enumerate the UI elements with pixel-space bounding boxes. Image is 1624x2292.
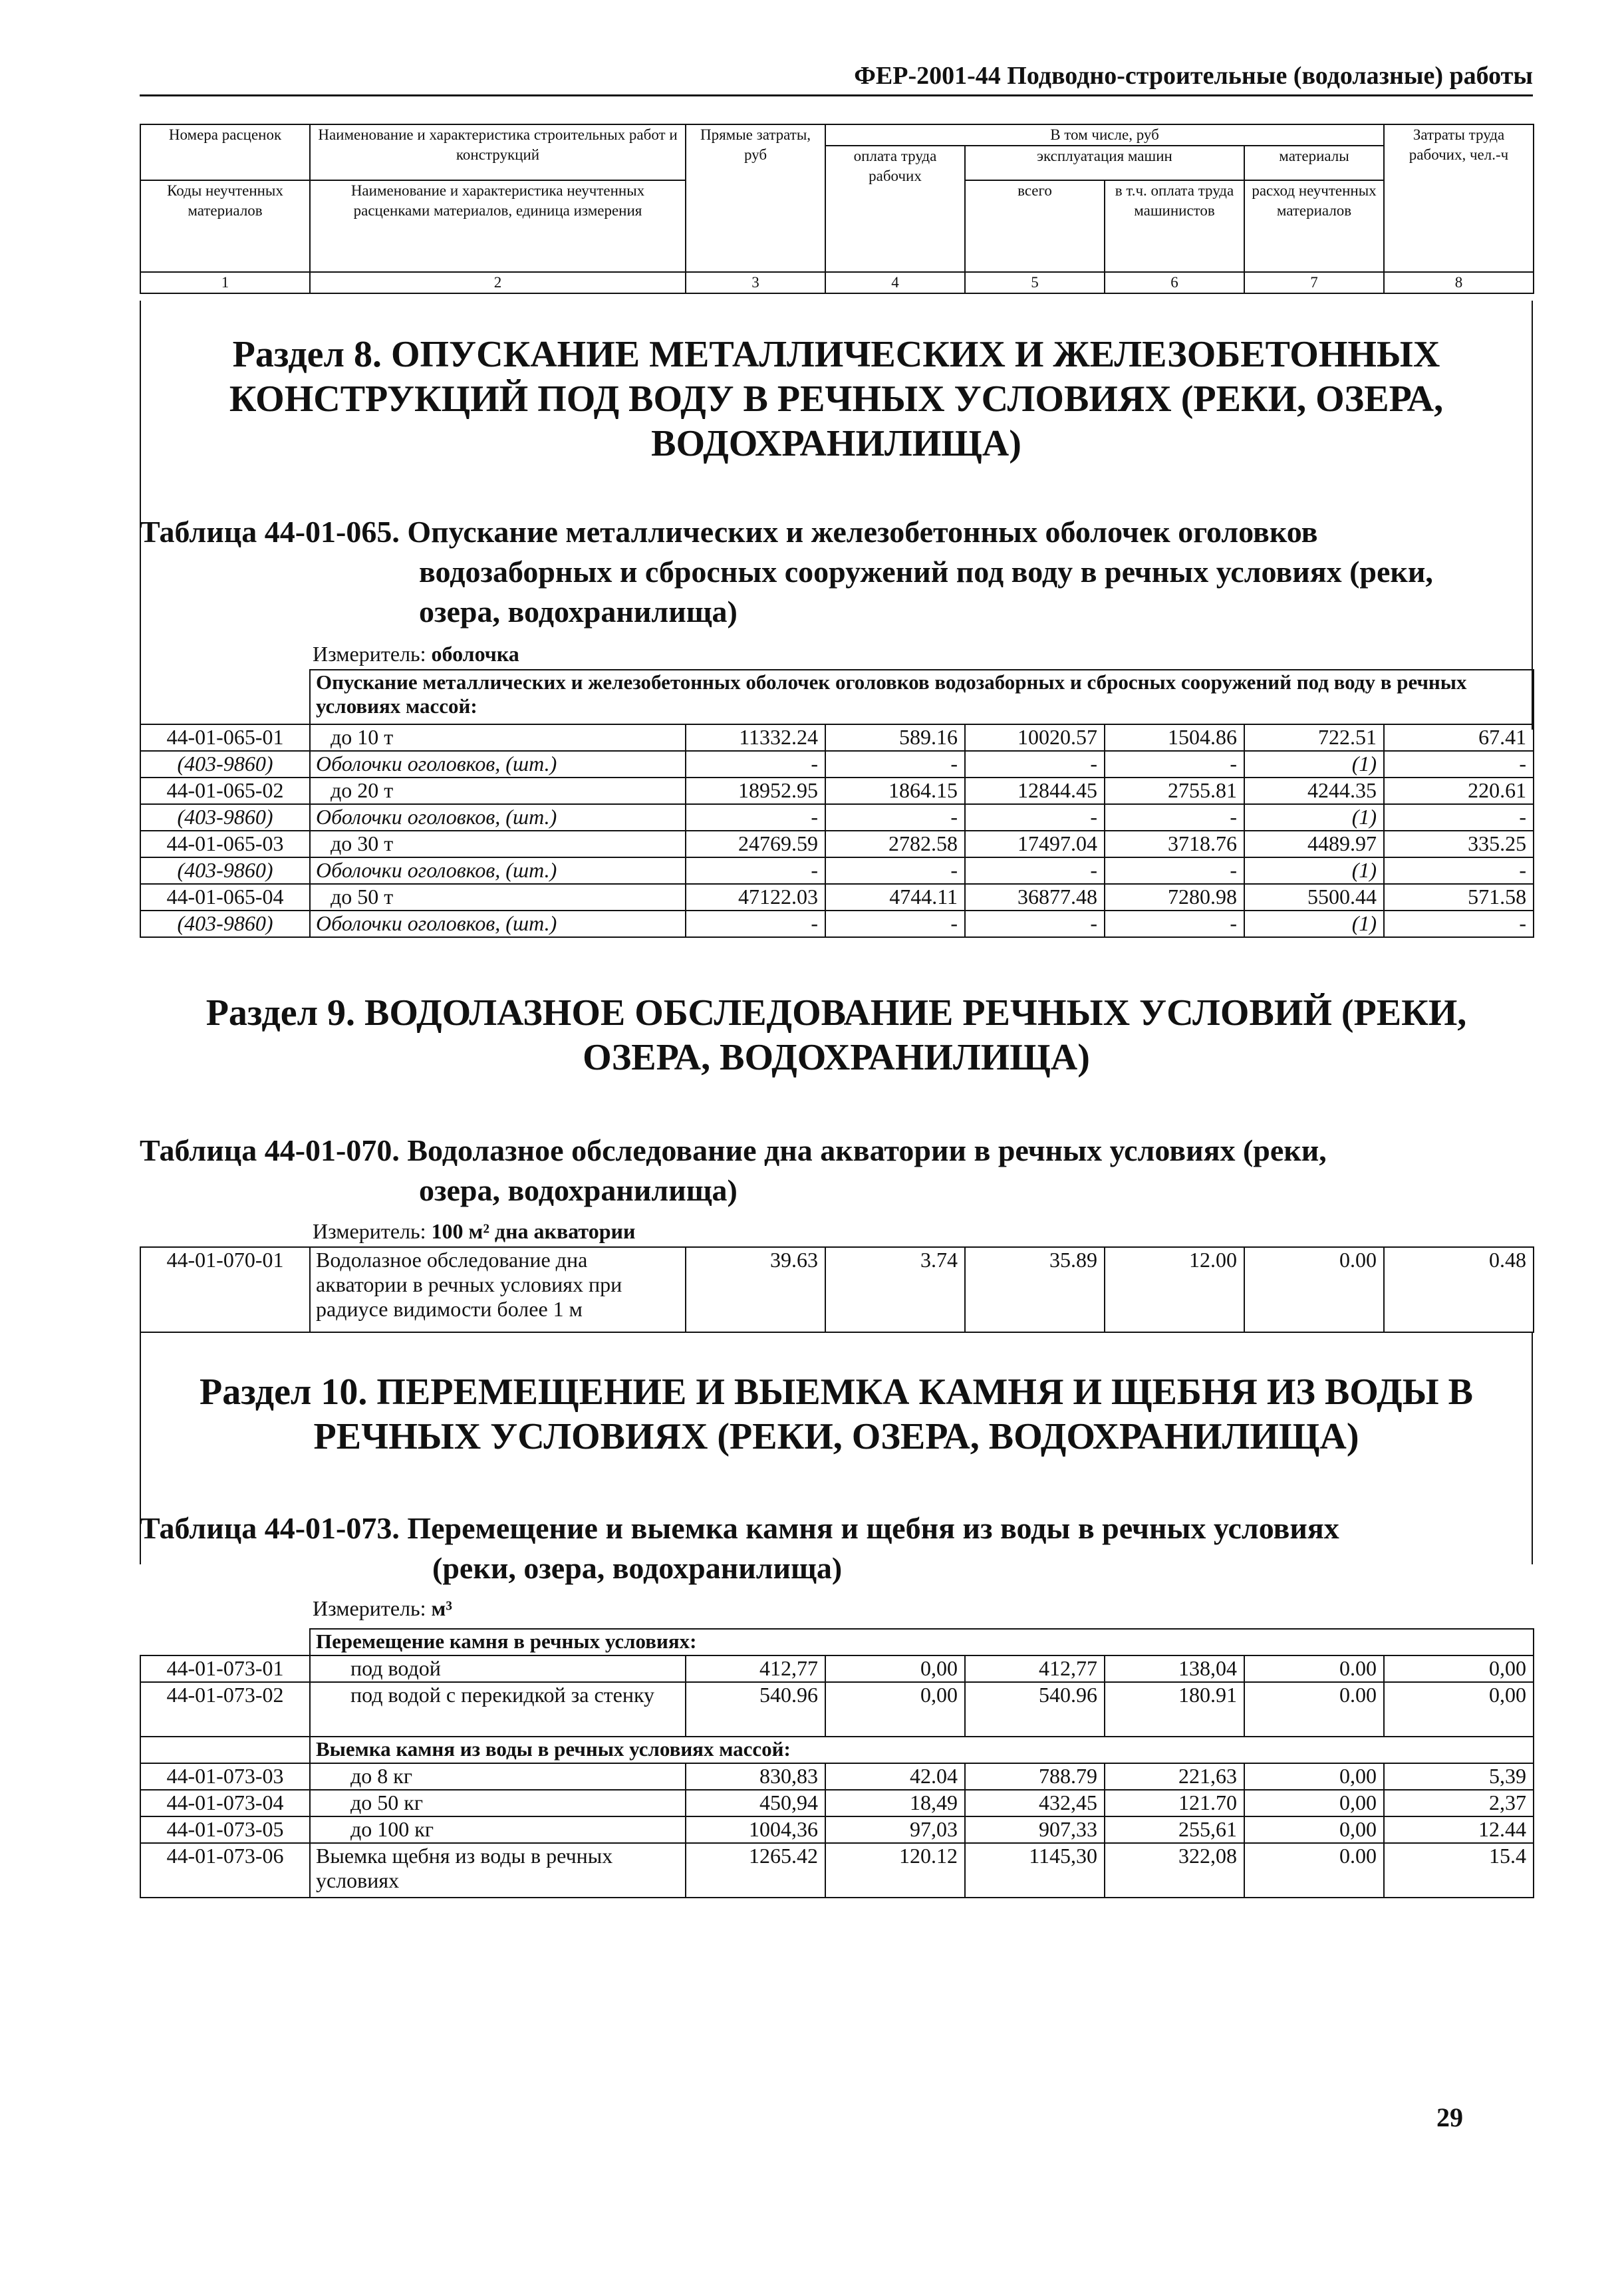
cell: 1145,30 xyxy=(965,1843,1105,1898)
cell: - xyxy=(1105,751,1244,778)
cell: 0.00 xyxy=(1244,1682,1384,1737)
rate-name: под водой xyxy=(310,1655,686,1682)
column-number: 5 xyxy=(965,272,1105,293)
column-number: 8 xyxy=(1384,272,1534,293)
cell: - xyxy=(686,911,825,937)
cell: 39.63 xyxy=(686,1247,825,1332)
cell: 47122.03 xyxy=(686,884,825,911)
cell: 0.48 xyxy=(1384,1247,1534,1332)
cell: 24769.59 xyxy=(686,831,825,857)
rate-name: под водой с перекидкой за стенку xyxy=(310,1682,686,1737)
rate-code: 44-01-073-06 xyxy=(140,1843,310,1898)
section8-table-title xyxy=(140,512,1533,632)
cell: 4744.11 xyxy=(825,884,965,911)
column-number: 7 xyxy=(1244,272,1384,293)
cell: 35.89 xyxy=(965,1247,1105,1332)
material-name: Оболочки оголовков, (шт.) xyxy=(310,857,686,884)
material-code: (403-9860) xyxy=(140,911,310,937)
cell: - xyxy=(686,751,825,778)
section10-table-title-line1: Таблица 44-01-073. Перемещение и выемка камня и щебня из воды в речных условиях xyxy=(140,1511,1339,1545)
column-number: 2 xyxy=(310,272,686,293)
cell: 571.58 xyxy=(1384,884,1534,911)
cell: 1004,36 xyxy=(686,1816,825,1843)
rate-code: 44-01-073-05 xyxy=(140,1816,310,1843)
cell: 907,33 xyxy=(965,1816,1105,1843)
rate-code: 44-01-073-03 xyxy=(140,1763,310,1790)
rate-name: до 10 т xyxy=(310,724,686,751)
material-code: (403-9860) xyxy=(140,751,310,778)
cell: (1) xyxy=(1244,804,1384,831)
cell: - xyxy=(825,857,965,884)
section9-table-title xyxy=(140,1131,1533,1211)
rate-code: 44-01-065-03 xyxy=(140,831,310,857)
rate-name: до 20 т xyxy=(310,778,686,804)
cell: 0,00 xyxy=(1244,1816,1384,1843)
cell: - xyxy=(686,857,825,884)
cell: 221,63 xyxy=(1105,1763,1244,1790)
cell: 220.61 xyxy=(1384,778,1534,804)
cell: 121.70 xyxy=(1105,1790,1244,1816)
table-44-01-070 xyxy=(140,1246,1534,1333)
cell: - xyxy=(965,804,1105,831)
cell: 589.16 xyxy=(825,724,965,751)
cell: 97,03 xyxy=(825,1816,965,1843)
cell: (1) xyxy=(1244,857,1384,884)
rate-name: до 50 т xyxy=(310,884,686,911)
section10-meter xyxy=(313,1596,452,1621)
cell: (1) xyxy=(1244,751,1384,778)
rate-code: 44-01-065-02 xyxy=(140,778,310,804)
header-group-machines: эксплуатация машин xyxy=(965,146,1244,180)
cell: 2755.81 xyxy=(1105,778,1244,804)
section10-title: Раздел 10. ПЕРЕМЕЩЕНИЕ И ВЫЕМКА КАМНЯ И ЩЕБНЯ ИЗ ВОДЫ В РЕЧНЫХ УСЛОВИЯХ (РЕКИ, ОЗЕРА, ВОДОХРАНИЛИЩА) xyxy=(200,1371,1473,1458)
cell: 12.00 xyxy=(1105,1247,1244,1332)
cell: - xyxy=(965,911,1105,937)
rate-code: 44-01-070-01 xyxy=(140,1247,310,1332)
cell: 15.4 xyxy=(1384,1843,1534,1898)
cell: - xyxy=(1384,751,1534,778)
header-group-top: В том числе, руб xyxy=(825,124,1384,146)
cell: 540.96 xyxy=(686,1682,825,1737)
cell: 450,94 xyxy=(686,1790,825,1816)
column-number: 1 xyxy=(140,272,310,293)
rate-name: до 100 кг xyxy=(310,1816,686,1843)
column-number: 3 xyxy=(686,272,825,293)
rate-code: 44-01-065-01 xyxy=(140,724,310,751)
rate-name: до 50 кг xyxy=(310,1790,686,1816)
section9-meter xyxy=(313,1219,635,1244)
cell: 788.79 xyxy=(965,1763,1105,1790)
cell: 1504.86 xyxy=(1105,724,1244,751)
header-col2-bottom: Наименование и характеристика неучтенных расценками материалов, единица измерения xyxy=(310,180,686,272)
cell: 18952.95 xyxy=(686,778,825,804)
section10-table-title-rest: (реки, озера, водохранилища) xyxy=(432,1551,843,1585)
cell: 412,77 xyxy=(965,1655,1105,1682)
table-44-01-065 xyxy=(140,669,1534,938)
cell: 0,00 xyxy=(1384,1655,1534,1682)
cell: 12844.45 xyxy=(965,778,1105,804)
cell: 138,04 xyxy=(1105,1655,1244,1682)
cell: 2782.58 xyxy=(825,831,965,857)
header-col2-top: Наименование и характеристика строительных работ и конструкций xyxy=(310,124,686,180)
cell: - xyxy=(965,857,1105,884)
section8-table-title-line1: Таблица 44-01-065. Опускание металлических и железобетонных оболочек оголовков xyxy=(140,515,1318,549)
meter-value: 100 м² дна акватории xyxy=(431,1219,636,1243)
material-code: (403-9860) xyxy=(140,804,310,831)
section8-table-title-rest: водозаборных и сбросных сооружений под воду в речных условиях (реки, озера, водохранилища) xyxy=(419,555,1433,629)
cell: 180.91 xyxy=(1105,1682,1244,1737)
cell: - xyxy=(1105,804,1244,831)
cell: - xyxy=(1105,911,1244,937)
header-group-materials: материалы xyxy=(1244,146,1384,180)
group-header: Перемещение камня в речных условиях: xyxy=(310,1629,1534,1655)
cell: - xyxy=(686,804,825,831)
meter-label: Измеритель: xyxy=(313,1219,432,1243)
rate-name: Водолазное обследование дна акватории в речных условиях при радиусе видимости более 1 м xyxy=(310,1247,686,1332)
section8-title: Раздел 8. ОПУСКАНИЕ МЕТАЛЛИЧЕСКИХ И ЖЕЛЕЗОБЕТОННЫХ КОНСТРУКЦИЙ ПОД ВОДУ В РЕЧНЫХ УСЛОВИЯХ (РЕКИ, ОЗЕРА, ВОДОХРАНИЛИЩА) xyxy=(229,334,1444,465)
cell: 11332.24 xyxy=(686,724,825,751)
rate-code: 44-01-065-04 xyxy=(140,884,310,911)
meter-value: оболочка xyxy=(431,642,519,666)
meter-label: Измеритель: xyxy=(313,642,432,666)
cell: 5,39 xyxy=(1384,1763,1534,1790)
cell: - xyxy=(1105,857,1244,884)
cell: 42.04 xyxy=(825,1763,965,1790)
cell: 120.12 xyxy=(825,1843,965,1898)
section9-title: Раздел 9. ВОДОЛАЗНОЕ ОБСЛЕДОВАНИЕ РЕЧНЫХ УСЛОВИЙ (РЕКИ, ОЗЕРА, ВОДОХРАНИЛИЩА) xyxy=(205,992,1467,1079)
meter-label: Измеритель: xyxy=(313,1596,432,1620)
header-col8: Затраты труда рабочих, чел.-ч xyxy=(1384,124,1534,272)
cell: 10020.57 xyxy=(965,724,1105,751)
cell: 1265.42 xyxy=(686,1843,825,1898)
cell: - xyxy=(825,751,965,778)
group-header: Опускание металлических и железобетонных оболочек оголовков водозаборных и сбросных сооружений под воду в речных условиях массой: xyxy=(310,670,1534,724)
material-name: Оболочки оголовков, (шт.) xyxy=(310,911,686,937)
header-col4: оплата труда рабочих xyxy=(825,146,965,272)
cell: 67.41 xyxy=(1384,724,1534,751)
table-44-01-073 xyxy=(140,1628,1534,1898)
cell: - xyxy=(1384,804,1534,831)
cell: 1864.15 xyxy=(825,778,965,804)
rate-code: 44-01-073-04 xyxy=(140,1790,310,1816)
cell: 0,00 xyxy=(825,1655,965,1682)
header-col1-bottom: Коды неучтенных материалов xyxy=(140,180,310,272)
cell: 18,49 xyxy=(825,1790,965,1816)
cell: - xyxy=(1384,911,1534,937)
cell: - xyxy=(1384,857,1534,884)
cell: 3.74 xyxy=(825,1247,965,1332)
rate-name: до 30 т xyxy=(310,831,686,857)
section8-meter xyxy=(313,642,519,666)
column-number: 6 xyxy=(1105,272,1244,293)
header-col1-top: Номера расценок xyxy=(140,124,310,180)
column-number: 4 xyxy=(825,272,965,293)
cell: 830,83 xyxy=(686,1763,825,1790)
rate-code: 44-01-073-02 xyxy=(140,1682,310,1737)
column-header-table xyxy=(140,124,1534,294)
cell: 322,08 xyxy=(1105,1843,1244,1898)
cell: 432,45 xyxy=(965,1790,1105,1816)
cell: 0.00 xyxy=(1244,1655,1384,1682)
meter-value: м³ xyxy=(431,1596,452,1620)
cell: 5500.44 xyxy=(1244,884,1384,911)
cell: 36877.48 xyxy=(965,884,1105,911)
header-rule xyxy=(140,94,1533,96)
cell: 335.25 xyxy=(1384,831,1534,857)
cell: 0,00 xyxy=(1244,1790,1384,1816)
material-name: Оболочки оголовков, (шт.) xyxy=(310,804,686,831)
material-name: Оболочки оголовков, (шт.) xyxy=(310,751,686,778)
cell: 4489.97 xyxy=(1244,831,1384,857)
header-col6: в т.ч. оплата труда машинистов xyxy=(1105,180,1244,272)
cell: 0,00 xyxy=(825,1682,965,1737)
cell: 0.00 xyxy=(1244,1247,1384,1332)
material-code: (403-9860) xyxy=(140,857,310,884)
rate-name: Выемка щебня из воды в речных условиях xyxy=(310,1843,686,1898)
header-col5: всего xyxy=(965,180,1105,272)
cell: 412,77 xyxy=(686,1655,825,1682)
header-col3: Прямые затраты, руб xyxy=(686,124,825,272)
section10-table-title xyxy=(140,1508,1533,1588)
page-number: 29 xyxy=(1436,2102,1463,2132)
rate-name: до 8 кг xyxy=(310,1763,686,1790)
cell: 0.00 xyxy=(1244,1843,1384,1898)
cell: - xyxy=(825,804,965,831)
cell: 17497.04 xyxy=(965,831,1105,857)
cell: 0,00 xyxy=(1384,1682,1534,1737)
cell: 3718.76 xyxy=(1105,831,1244,857)
cell: 7280.98 xyxy=(1105,884,1244,911)
rate-code: 44-01-073-01 xyxy=(140,1655,310,1682)
section9-table-title-line1: Таблица 44-01-070. Водолазное обследование дна акватории в речных условиях (реки, xyxy=(140,1133,1327,1167)
cell: 255,61 xyxy=(1105,1816,1244,1843)
cell: 722.51 xyxy=(1244,724,1384,751)
cell: - xyxy=(825,911,965,937)
cell: (1) xyxy=(1244,911,1384,937)
header-col7: расход неучтенных материалов xyxy=(1244,180,1384,272)
cell: 0,00 xyxy=(1244,1763,1384,1790)
cell: 4244.35 xyxy=(1244,778,1384,804)
cell: - xyxy=(965,751,1105,778)
cell: 540.96 xyxy=(965,1682,1105,1737)
cell: 12.44 xyxy=(1384,1816,1534,1843)
section9-table-title-rest: озера, водохранилища) xyxy=(419,1173,738,1207)
group-header: Выемка камня из воды в речных условиях массой: xyxy=(310,1737,1534,1763)
cell: 2,37 xyxy=(1384,1790,1534,1816)
page-header: ФЕР-2001-44 Подводно-строительные (водолазные) работы xyxy=(854,62,1533,90)
